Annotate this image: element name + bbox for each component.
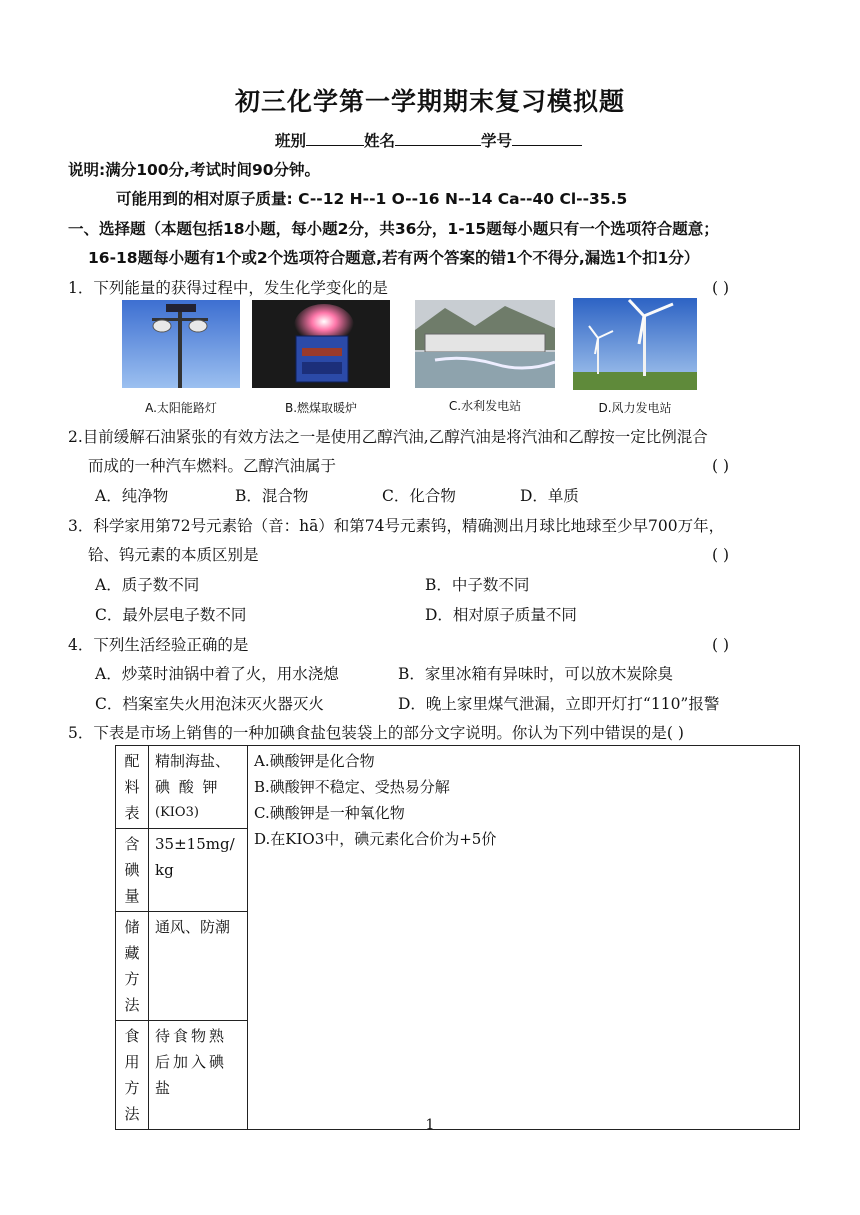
q2-option-a[interactable]: A．纯净物 [95,487,169,505]
student-info-line [275,130,582,151]
q3-line2: 铪、钨元素的本质区别是 [88,546,259,564]
q3-option-b[interactable]: B．中子数不同 [425,576,530,594]
q1-caption-d: D.风力发电站 [598,401,672,415]
row-value-usage: 待食物熟 后加入碘 盐 [149,1021,248,1130]
q4-option-d[interactable]: D．晚上家里煤气泄漏，立即开灯打“110”报警 [398,695,720,713]
q4-option-a[interactable]: A．炒菜时油锅中着了火，用水浇熄 [95,665,339,683]
page-number: 1 [425,1117,435,1133]
id-blank[interactable] [512,130,582,146]
id-label: 学号 [481,132,513,150]
q5-option-a[interactable]: A.碘酸钾是化合物 [254,752,375,770]
coal-stove-image [252,300,390,388]
solar-streetlight-image [122,300,240,388]
q1-caption-b: B.燃煤取暖炉 [284,401,358,415]
row-key-usage: 食 用 方 法 [116,1021,149,1130]
q2-answer-paren[interactable]: ( ) [712,457,730,475]
table-row [116,746,800,829]
q5-stem: 5．下表是市场上销售的一种加碘食盐包装袋上的部分文字说明。你认为下列中错误的是( ) [68,724,684,742]
q2-option-d[interactable]: D．单质 [520,487,579,505]
q5-option-c[interactable]: C.碘酸钾是一种氧化物 [254,804,405,822]
iodized-salt-label-table [115,745,800,1130]
q4-stem: 4．下列生活经验正确的是 [68,636,249,654]
q1-caption-c: C.水利发电站 [448,399,522,413]
wind-farm-image [573,298,697,390]
q3-option-a[interactable]: A．质子数不同 [95,576,200,594]
q3-option-c[interactable]: C．最外层电子数不同 [95,606,247,624]
q3-line1: 3．科学家用第72号元素铪（音：hā）和第74号元素钨，精确测出月球比地球至少早700万年， [68,517,725,535]
q2-line1: 2.目前缓解石油紧张的有效方法之一是使用乙醇汽油,乙醇汽油是将汽油和乙醇按一定比例混合 [68,428,708,446]
q5-option-b[interactable]: B.碘酸钾不稳定、受热易分解 [254,778,450,796]
q1-answer-paren[interactable]: ( ) [712,279,730,297]
q2-option-b[interactable]: B．混合物 [235,487,309,505]
q5-option-d[interactable]: D.在KIO3中，碘元素化合价为+5价 [254,830,497,848]
row-value-iodine-content: 35±15mg/ kg [149,829,248,912]
name-label: 姓名 [364,132,396,150]
class-blank[interactable] [306,130,364,146]
q4-option-c[interactable]: C．档案室失火用泡沫灭火器灭火 [95,695,324,713]
row-key-iodine-content: 含 碘 量 [116,829,149,912]
hydro-station-image [415,300,555,388]
exam-note: 说明:满分100分,考试时间90分钟。 [68,161,321,179]
q1-caption-a: A.太阳能路灯 [145,401,217,415]
row-value-ingredients: 精制海盐、 碘 酸 钾 (KIO3) [149,746,248,829]
section1-heading-line1: 一、选择题（本题包括18小题，每小题2分，共36分，1-15题每小题只有一个选项符合题意； [68,220,719,238]
name-blank[interactable] [395,130,481,146]
q3-answer-paren[interactable]: ( ) [712,546,730,564]
q3-option-d[interactable]: D．相对原子质量不同 [425,606,577,624]
section1-heading-line2: 16-18题每小题有1个或2个选项符合题意,若有两个答案的错1个不得分,漏选1个扣1分） [88,249,700,267]
row-key-storage: 储 藏 方 法 [116,912,149,1021]
row-value-storage: 通风、防潮 [149,912,248,1021]
q1-stem: 1．下列能量的获得过程中，发生化学变化的是 [68,279,388,297]
q4-option-b[interactable]: B．家里冰箱有异味时，可以放木炭除臭 [398,665,673,683]
q4-answer-paren[interactable]: ( ) [712,636,730,654]
row-key-ingredients: 配 料 表 [116,746,149,829]
q2-line2: 而成的一种汽车燃料。乙醇汽油属于 [88,457,337,475]
q5-options-cell [248,746,800,1130]
page-title: 初三化学第一学期期末复习模拟题 [234,87,625,116]
class-label: 班别 [275,132,307,150]
q2-option-c[interactable]: C．化合物 [382,487,456,505]
atomic-mass-line: 可能用到的相对原子质量: C--12 H--1 O--16 N--14 Ca--40 Cl--35.5 [116,190,628,208]
